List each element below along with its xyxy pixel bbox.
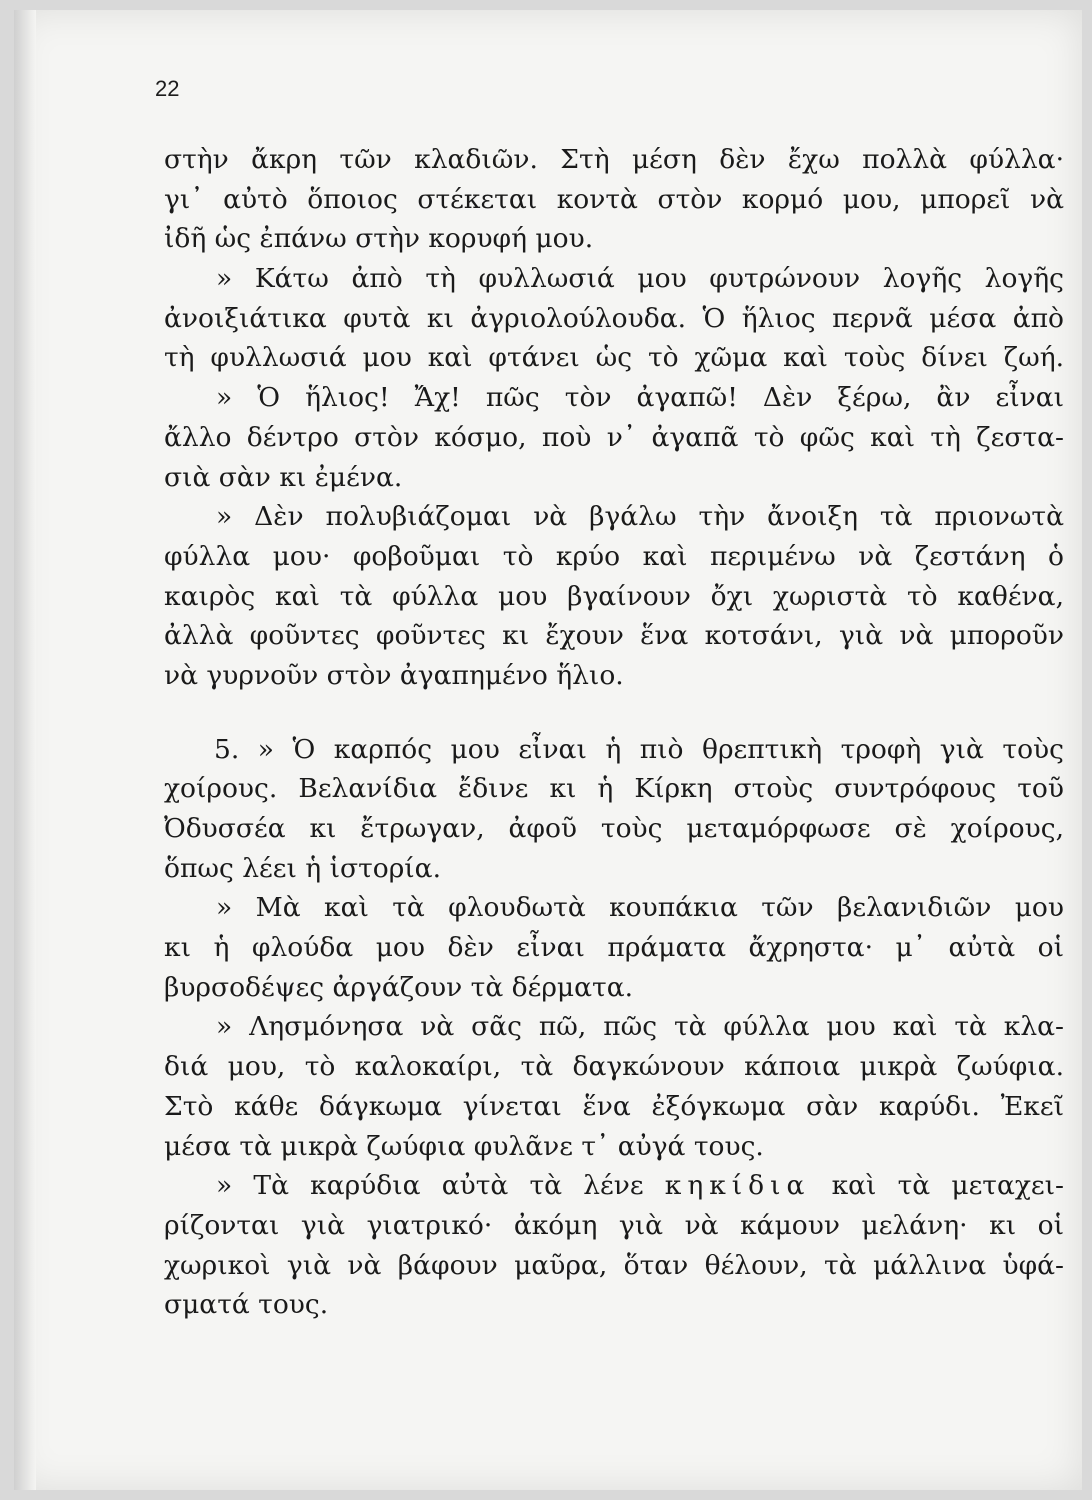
section-gap <box>164 696 1064 730</box>
text-line: ἀνοιξιάτικα φυτὰ κι ἀγριολούλουδα. Ὁ ἥλιος περνᾶ μέσα ἀπὸ <box>164 302 1064 334</box>
text-line: Ὀδυσσέα κι ἔτρωγαν, ἀφοῦ τοὺς μεταμόρφωσε σὲ χοίρους, <box>164 813 1064 844</box>
text-line: κι ἡ φλούδα μου δὲν εἶναι πράματα ἄχρηστα· μ᾽ αὐτὰ οἱ <box>164 932 1064 964</box>
text-line: διά μου, τὸ καλοκαίρι, τὰ δαγκώνουν κάποια μικρὰ ζωύφια. <box>164 1051 1064 1083</box>
text-line: ἄλλο δέντρο στὸν κόσμο, ποὺ ν᾽ ἀγαπᾶ τὸ φῶς καὶ τὴ ζεστα- <box>164 421 1064 453</box>
text-line: 5. » Ὁ καρπός μου εἶναι ἡ πιὸ θρεπτικὴ τροφὴ γιὰ τοὺς <box>214 733 1064 765</box>
text-line: ὅπως λέει ἡ ἱστορία. <box>164 852 441 884</box>
text-line: χοίρους. Βελανίδια ἔδινε κι ἡ Κίρκη στοὺς συντρόφους τοῦ <box>164 773 1064 805</box>
text-line: καιρὸς καὶ τὰ φύλλα μου βγαίνουν ὄχι χωριστὰ τὸ καθένα, <box>164 580 1064 612</box>
text-segment: καὶ τὰ μεταχει- <box>831 1170 1064 1202</box>
text-line: βυρσοδέψες ἀργάζουν τὰ δέρματα. <box>164 971 634 1003</box>
book-page <box>14 10 1082 1490</box>
text-line: ἰδῆ ὡς ἐπάνω στὴν κορυφή μου. <box>164 223 594 255</box>
spaced-term: κηκίδια <box>664 1170 811 1202</box>
text-line: » Ὁ ἥλιος! Ἄχ! πῶς τὸν ἀγαπῶ! Δὲν ξέρω, ἂν εἶναι <box>216 382 1064 414</box>
text-line: γι᾽ αὐτὸ ὅποιος στέκεται κοντὰ στὸν κορμό μου, μπορεῖ νὰ <box>164 183 1064 215</box>
text-line: » Κάτω ἀπὸ τὴ φυλλωσιά μου φυτρώνουν λογῆς λογῆς <box>216 263 1064 295</box>
text-line: » Μὰ καὶ τὰ φλουδωτὰ κουπάκια τῶν βελανιδιῶν μου <box>216 892 1064 924</box>
text-line: στὴν ἄκρη τῶν κλαδιῶν. Στὴ μέση δὲν ἔχω πολλὰ φύλλα· <box>164 144 1064 175</box>
text-segment: » Τὰ καρύδια αὐτὰ τὰ λένε <box>216 1170 644 1202</box>
text-line: τὴ φυλλωσιά μου καὶ φτάνει ὡς τὸ χῶμα καὶ τοὺς δίνει ζωή. <box>164 342 1064 374</box>
body-text <box>164 140 1064 1325</box>
text-line: σματά τους. <box>164 1289 329 1321</box>
text-line <box>164 1166 1064 1206</box>
text-line: νὰ γυρνοῦν στὸν ἀγαπημένο ἥλιο. <box>164 659 624 691</box>
text-line: μέσα τὰ μικρὰ ζωύφια φυλᾶνε τ᾽ αὐγά τους. <box>164 1130 764 1162</box>
text-line: Στὸ κάθε δάγκωμα γίνεται ἕνα ἐξόγκωμα σὰν καρύδι. Ἐκεῖ <box>164 1090 1064 1122</box>
text-line: σιὰ σὰν κι ἐμένα. <box>164 461 403 493</box>
page-edge-shadow <box>14 10 36 1490</box>
text-line: φύλλα μου· φοβοῦμαι τὸ κρύο καὶ περιμένω νὰ ζεστάνη ὁ <box>164 540 1064 572</box>
text-line: χωρικοὶ γιὰ νὰ βάφουν μαῦρα, ὅταν θέλουν, τὰ μάλλινα ὑφά- <box>164 1249 1064 1281</box>
page-number: 22 <box>155 76 180 101</box>
text-line: » Λησμόνησα νὰ σᾶς πῶ, πῶς τὰ φύλλα μου καὶ τὰ κλα- <box>216 1011 1064 1043</box>
text-line: » Δὲν πολυβιάζομαι νὰ βγάλω τὴν ἄνοιξη τὰ πριονωτὰ <box>216 501 1064 533</box>
text-line: ἀλλὰ φοῦντες φοῦντες κι ἔχουν ἕνα κοτσάνι, γιὰ νὰ μποροῦν <box>164 620 1064 652</box>
text-line: ρίζονται γιὰ γιατρικό· ἀκόμη γιὰ νὰ κάμουν μελάνη· κι οἱ <box>164 1209 1064 1241</box>
